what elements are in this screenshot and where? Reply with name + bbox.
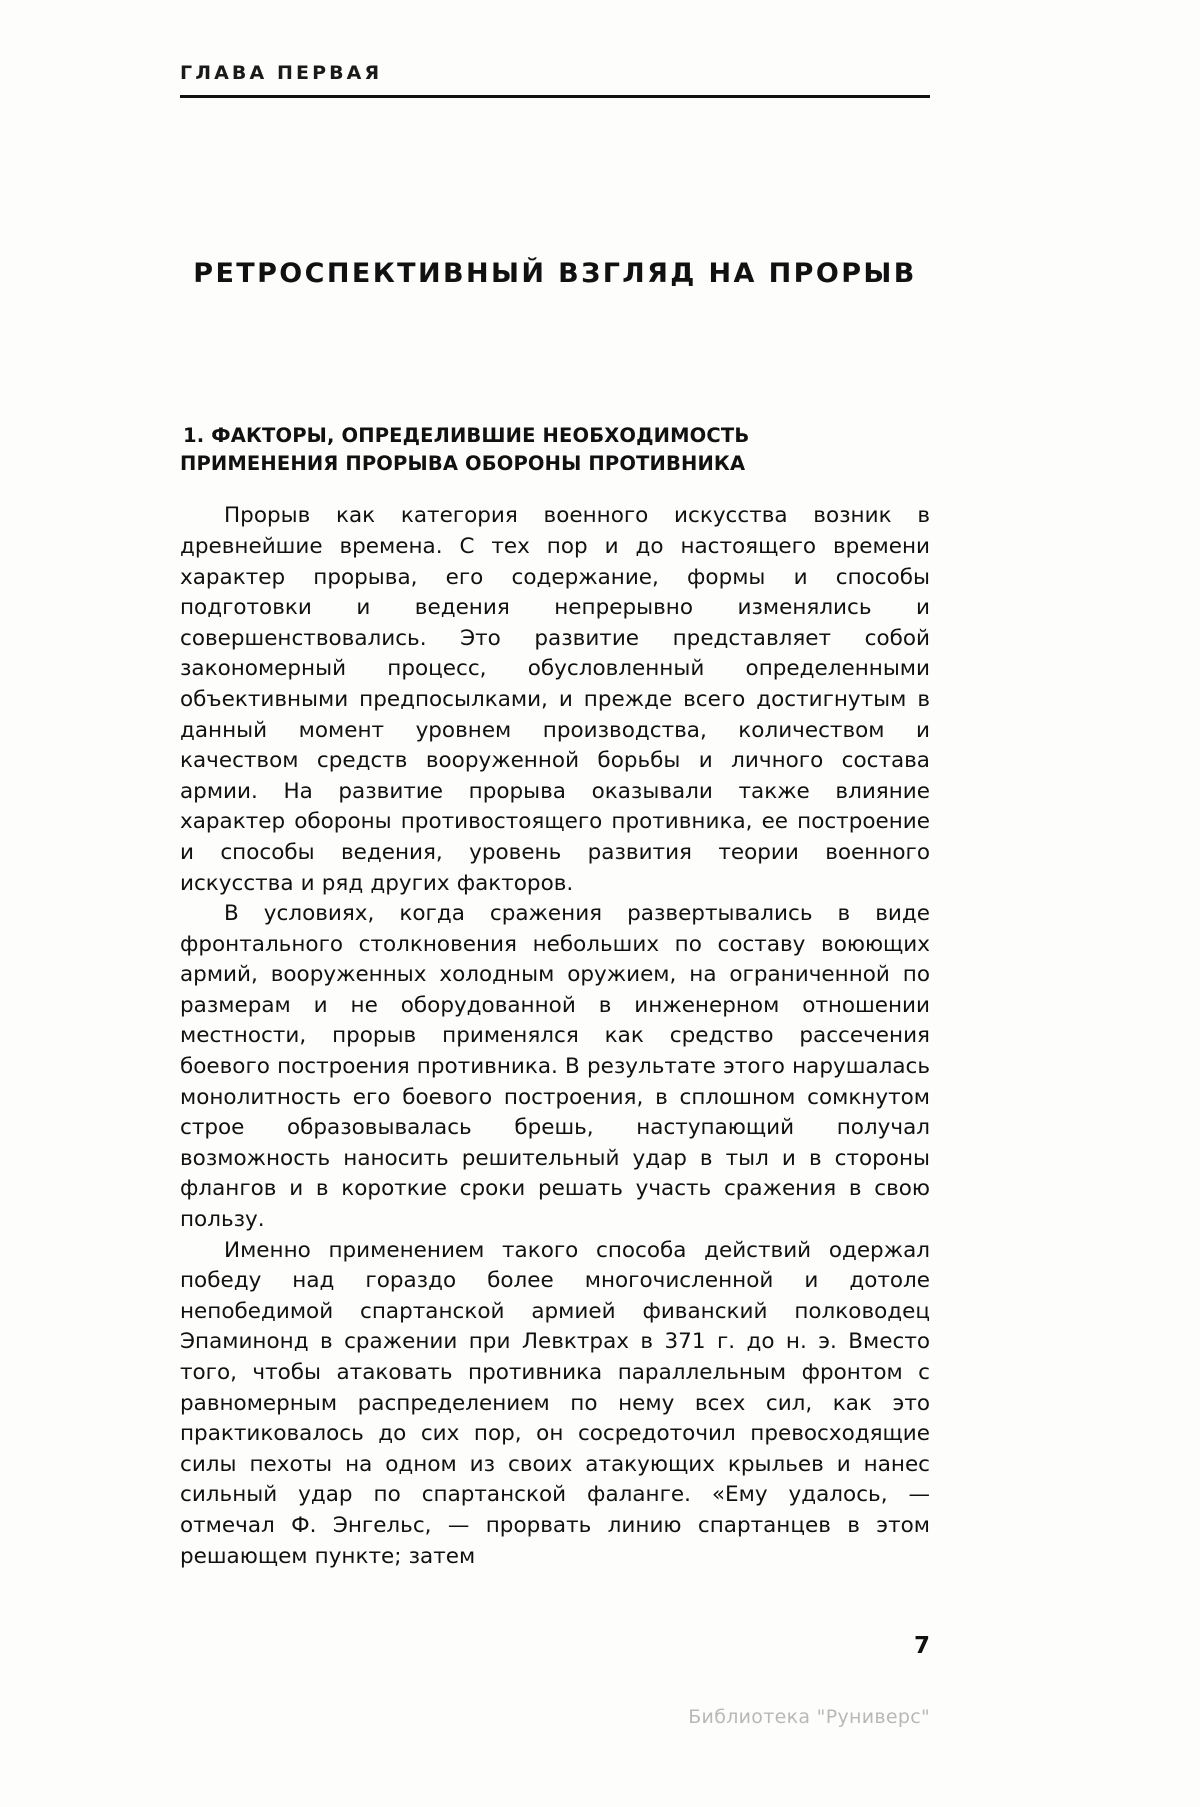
- header-rule: [180, 95, 930, 98]
- footer-watermark: Библиотека "Руниверс": [688, 1706, 930, 1728]
- section-heading-line-2: ПРИМЕНЕНИЯ ПРОРЫВА ОБОРОНЫ ПРОТИВНИКА: [180, 451, 746, 475]
- page-content: [180, 0, 930, 1728]
- section-heading-line-1: 1. ФАКТОРЫ, ОПРЕДЕЛИВШИЕ НЕОБХОДИМОСТЬ: [183, 424, 750, 447]
- paragraph-3: Именно применением такого способа действий одержал победу над гораздо более многочисленной и дотоле непобедимой спартанской армией фиванский полководец Эпаминонд в сражении при Левктрах в 371 г. до н. э. Вместо того, чтобы атаковать противника параллельным фронтом с равномерным распределением по нему всех сил, как это практиковалось до сих пор, он сосредоточил превосходящие силы пехоты на одном из своих атакующих крыльев и нанес сильный удар по спартанской фаланге. «Ему удалось, — отмечал Ф. Энгельс, — прорвать линию спартанцев в этом решающем пункте; затем: [180, 1237, 930, 1569]
- paragraph-2: В условиях, когда сражения развертывались в виде фронтального столкновения небольших по составу воюющих армий, вооруженных холодным оружием, на ограниченной по размерам и не оборудованной в инженерном отношении местности, прорыв применялся как средство рассечения боевого построения противника. В результате этого нарушалась монолитность его боевого построения, в сплошном сомкнутом строе образовывалась брешь, наступающий получал возможность наносить решительный удар в тыл и в стороны флангов и в короткие сроки решать участь сражения в свою пользу.: [180, 901, 930, 1233]
- chapter-title: РЕТРОСПЕКТИВНЫЙ ВЗГЛЯД НА ПРОРЫВ: [193, 258, 917, 289]
- page-number: 7: [913, 1633, 930, 1659]
- section-heading: [180, 422, 930, 477]
- paragraph-1: Прорыв как категория военного искусства возник в древнейшие времена. С тех пор и до настоящего времени характер прорыва, его содержание, формы и способы подготовки и ведения непрерывно изменялись и совершенствовались. Это развитие представляет собой закономерный процесс, обусловленный определенными объективными предпосылками, и прежде всего достигнутым в данный момент уровнем производства, количеством и качеством средств вооруженной борьбы и личного состава армии. На развитие прорыва оказывали также влияние характер обороны противостоящего противника, ее построение и способы ведения, уровень развития теории военного искусства и ряд других факторов.: [180, 503, 930, 896]
- running-head: ГЛАВА ПЕРВАЯ: [180, 62, 383, 84]
- body-text: [180, 501, 930, 1572]
